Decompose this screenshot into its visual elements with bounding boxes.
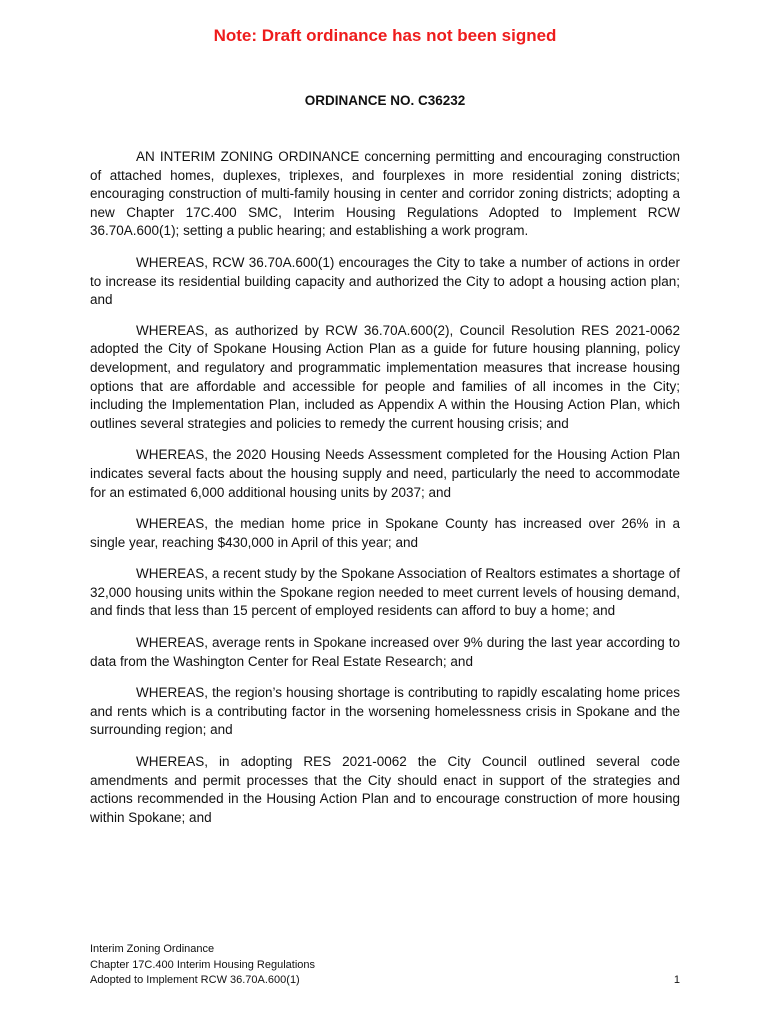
whereas-paragraph: WHEREAS, the median home price in Spokane County has increased over 26% in a single year, reaching $430,000 in April of this year; and bbox=[90, 516, 680, 550]
preamble-paragraph: AN INTERIM ZONING ORDINANCE concerning permitting and encouraging construction of attached homes, duplexes, triplexes, and fourplexes in more residential zoning districts; encouraging construction of multi-family housing in center and corridor zoning districts; adopting a new Chapter 17C.400 SMC, Interim Housing Regulations Adopted to Implement RCW 36.70A.600(1); setting a public hearing; and establishing a work program. bbox=[90, 149, 680, 239]
page-footer bbox=[90, 942, 680, 989]
ordinance-body bbox=[90, 148, 680, 840]
whereas-paragraph: WHEREAS, the 2020 Housing Needs Assessment completed for the Housing Action Plan indicates several facts about the housing supply and need, particularly the need to accommodate for an estimated 6,000 additional housing units by 2037; and bbox=[90, 447, 680, 500]
whereas-paragraph: WHEREAS, in adopting RES 2021-0062 the City Council outlined several code amendments and permit processes that the City should enact in support of the strategies and actions recommended in the Housing Action Plan and to encourage construction of more housing within Spokane; and bbox=[90, 754, 680, 825]
footer-line-chapter: Chapter 17C.400 Interim Housing Regulations bbox=[90, 958, 316, 971]
whereas-paragraph: WHEREAS, a recent study by the Spokane Association of Realtors estimates a shortage of 32,000 housing units within the Spokane region needed to meet current levels of housing demand, and finds that less than 15 percent of employed residents can afford to buy a home; and bbox=[90, 566, 680, 619]
footer-line-rcw: Adopted to Implement RCW 36.70A.600(1) bbox=[90, 974, 300, 986]
whereas-paragraph: WHEREAS, RCW 36.70A.600(1) encourages the City to take a number of actions in order to increase its residential building capacity and authorized the City to adopt a housing action plan; and bbox=[90, 254, 680, 308]
draft-warning-note: Note: Draft ordinance has not been signed bbox=[213, 26, 557, 45]
whereas-paragraph: WHEREAS, average rents in Spokane increased over 9% during the last year according to data from the Washington Center for Real Estate Research; and bbox=[90, 635, 680, 669]
whereas-paragraph: WHEREAS, as authorized by RCW 36.70A.600(2), Council Resolution RES 2021-0062 adopted the City of Spokane Housing Action Plan as a guide for future housing planning, policy development, and regulatory and programmatic implementation measures that increase housing options that are affordable and accessible for people and families of all incomes in the City; including the Implementation Plan, included as Appendix A within the Housing Action Plan, which outlines several strategies and policies to remedy the current housing crisis; and bbox=[90, 322, 680, 431]
page-number: 1 bbox=[673, 974, 680, 986]
footer-line-title: Interim Zoning Ordinance bbox=[90, 943, 215, 955]
ordinance-title: ORDINANCE NO. C36232 bbox=[304, 93, 466, 108]
whereas-paragraph: WHEREAS, the region’s housing shortage is contributing to rapidly escalating home prices and rents which is a contributing factor in the worsening homelessness crisis in Spokane and the surrounding region; and bbox=[90, 685, 680, 738]
